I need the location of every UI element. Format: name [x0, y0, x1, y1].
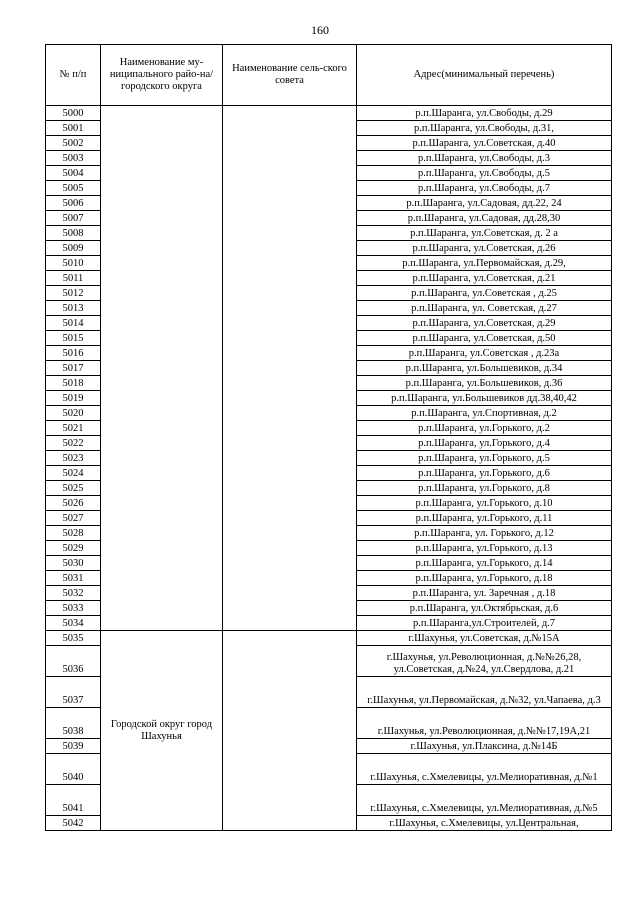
- address-cell: р.п.Шаранга, ул.Первомайская, д.29,: [357, 256, 612, 271]
- row-number: 5017: [46, 361, 101, 376]
- row-number: 5037: [46, 677, 101, 708]
- district-cell-shakhunya: Городской округ город Шахунья: [101, 631, 223, 831]
- address-cell: р.п.Шаранга, ул. Горького, д.12: [357, 526, 612, 541]
- address-cell: р.п.Шаранга, ул.Горького, д.14: [357, 556, 612, 571]
- address-cell: г.Шахунья, с.Хмелевицы, ул.Мелиоративная, д.№5: [357, 785, 612, 816]
- table-body: [46, 106, 612, 831]
- address-cell: г.Шахунья, ул.Советская, д.№15А: [357, 631, 612, 646]
- row-number: 5027: [46, 511, 101, 526]
- address-cell: г.Шахунья, ул.Плаксина, д.№14Б: [357, 739, 612, 754]
- address-cell: р.п.Шаранга, ул.Советская, д. 2 а: [357, 226, 612, 241]
- address-cell: р.п.Шаранга,ул.Строителей, д.7: [357, 616, 612, 631]
- row-number: 5029: [46, 541, 101, 556]
- council-cell-2: [223, 631, 357, 831]
- address-cell: р.п.Шаранга, ул.Советская, д.40: [357, 136, 612, 151]
- address-cell: г.Шахунья, с.Хмелевицы, ул.Центральная,: [357, 816, 612, 831]
- row-number: 5001: [46, 121, 101, 136]
- table-row: [46, 106, 612, 121]
- row-number: 5022: [46, 436, 101, 451]
- row-number: 5040: [46, 754, 101, 785]
- address-cell: р.п.Шаранга, ул.Свободы, д.31,: [357, 121, 612, 136]
- address-cell: р.п.Шаранга, ул.Горького, д.6: [357, 466, 612, 481]
- address-cell: г.Шахунья, ул.Революционная, д.№№17,19А,21: [357, 708, 612, 739]
- row-number: 5036: [46, 646, 101, 677]
- header-district: Наименование му-ниципального райо-на/ городского округа: [101, 45, 223, 106]
- row-number: 5021: [46, 421, 101, 436]
- address-cell: р.п.Шаранга, ул.Спортивная, д.2: [357, 406, 612, 421]
- row-number: 5024: [46, 466, 101, 481]
- row-number: 5026: [46, 496, 101, 511]
- row-number: 5012: [46, 286, 101, 301]
- address-cell: г.Шахунья, ул.Первомайская, д.№32, ул.Чапаева, д.3: [357, 677, 612, 708]
- address-cell: р.п.Шаранга, ул.Садовая, дд.22, 24: [357, 196, 612, 211]
- address-cell: р.п.Шаранга, ул.Советская, д.29: [357, 316, 612, 331]
- address-cell: р.п.Шаранга, ул.Октябрьская, д.6: [357, 601, 612, 616]
- row-number: 5014: [46, 316, 101, 331]
- row-number: 5010: [46, 256, 101, 271]
- row-number: 5025: [46, 481, 101, 496]
- address-cell: р.п.Шаранга, ул.Горького, д.18: [357, 571, 612, 586]
- row-number: 5000: [46, 106, 101, 121]
- address-cell: р.п.Шаранга, ул.Свободы, д.5: [357, 166, 612, 181]
- address-cell: р.п.Шаранга, ул.Горького, д.11: [357, 511, 612, 526]
- address-cell: р.п.Шаранга, ул.Горького, д.4: [357, 436, 612, 451]
- address-cell: р.п.Шаранга, ул.Советская , д.23а: [357, 346, 612, 361]
- district-cell-1: [101, 106, 223, 631]
- row-number: 5016: [46, 346, 101, 361]
- row-number: 5008: [46, 226, 101, 241]
- row-number: 5015: [46, 331, 101, 346]
- address-cell: р.п.Шаранга, ул.Советская, д.21: [357, 271, 612, 286]
- row-number: 5004: [46, 166, 101, 181]
- address-cell: р.п.Шаранга, ул. Советская, д.27: [357, 301, 612, 316]
- row-number: 5018: [46, 376, 101, 391]
- row-number: 5035: [46, 631, 101, 646]
- row-number: 5007: [46, 211, 101, 226]
- address-cell: р.п.Шаранга, ул.Советская , д.25: [357, 286, 612, 301]
- address-cell: р.п.Шаранга, ул.Горького, д.13: [357, 541, 612, 556]
- address-cell: р.п.Шаранга, ул.Свободы, д.3: [357, 151, 612, 166]
- row-number: 5005: [46, 181, 101, 196]
- address-cell: р.п.Шаранга, ул.Свободы, д.7: [357, 181, 612, 196]
- address-cell: р.п.Шаранга, ул.Свободы, д.29: [357, 106, 612, 121]
- row-number: 5041: [46, 785, 101, 816]
- row-number: 5009: [46, 241, 101, 256]
- header-address: Адрес(минимальный перечень): [357, 45, 612, 106]
- address-cell: р.п.Шаранга, ул.Горького, д.2: [357, 421, 612, 436]
- address-cell: г.Шахунья, с.Хмелевицы, ул.Мелиоративная, д.№1: [357, 754, 612, 785]
- header-num: № п/п: [46, 45, 101, 106]
- row-number: 5033: [46, 601, 101, 616]
- row-number: 5032: [46, 586, 101, 601]
- table-header-row: [46, 45, 612, 106]
- row-number: 5023: [46, 451, 101, 466]
- address-cell: р.п.Шаранга, ул. Заречная , д.18: [357, 586, 612, 601]
- row-number: 5028: [46, 526, 101, 541]
- row-number: 5030: [46, 556, 101, 571]
- address-cell: р.п.Шаранга, ул.Большевиков дд.38,40,42: [357, 391, 612, 406]
- address-cell: р.п.Шаранга, ул.Советская, д.50: [357, 331, 612, 346]
- address-cell: г.Шахунья, ул.Революционная, д.№№26,28, ул.Советская, д.№24, ул.Свердлова, д.21: [357, 646, 612, 677]
- address-cell: р.п.Шаранга, ул.Большевиков, д.34: [357, 361, 612, 376]
- address-cell: р.п.Шаранга, ул.Советская, д.26: [357, 241, 612, 256]
- council-cell-1: [223, 106, 357, 631]
- row-number: 5031: [46, 571, 101, 586]
- row-number: 5006: [46, 196, 101, 211]
- address-cell: р.п.Шаранга, ул.Горького, д.10: [357, 496, 612, 511]
- row-number: 5039: [46, 739, 101, 754]
- address-cell: р.п.Шаранга, ул.Большевиков, д.36: [357, 376, 612, 391]
- row-number: 5003: [46, 151, 101, 166]
- page-number: 160: [311, 23, 329, 37]
- header-council: Наименование сель-ского совета: [223, 45, 357, 106]
- row-number: 5038: [46, 708, 101, 739]
- row-number: 5034: [46, 616, 101, 631]
- row-number: 5011: [46, 271, 101, 286]
- address-cell: р.п.Шаранга, ул.Горького, д.8: [357, 481, 612, 496]
- address-cell: р.п.Шаранга, ул.Садовая, дд.28,30: [357, 211, 612, 226]
- row-number: 5019: [46, 391, 101, 406]
- table-row: [46, 631, 612, 646]
- address-cell: р.п.Шаранга, ул.Горького, д.5: [357, 451, 612, 466]
- address-table: [45, 44, 612, 831]
- row-number: 5002: [46, 136, 101, 151]
- row-number: 5020: [46, 406, 101, 421]
- row-number: 5042: [46, 816, 101, 831]
- row-number: 5013: [46, 301, 101, 316]
